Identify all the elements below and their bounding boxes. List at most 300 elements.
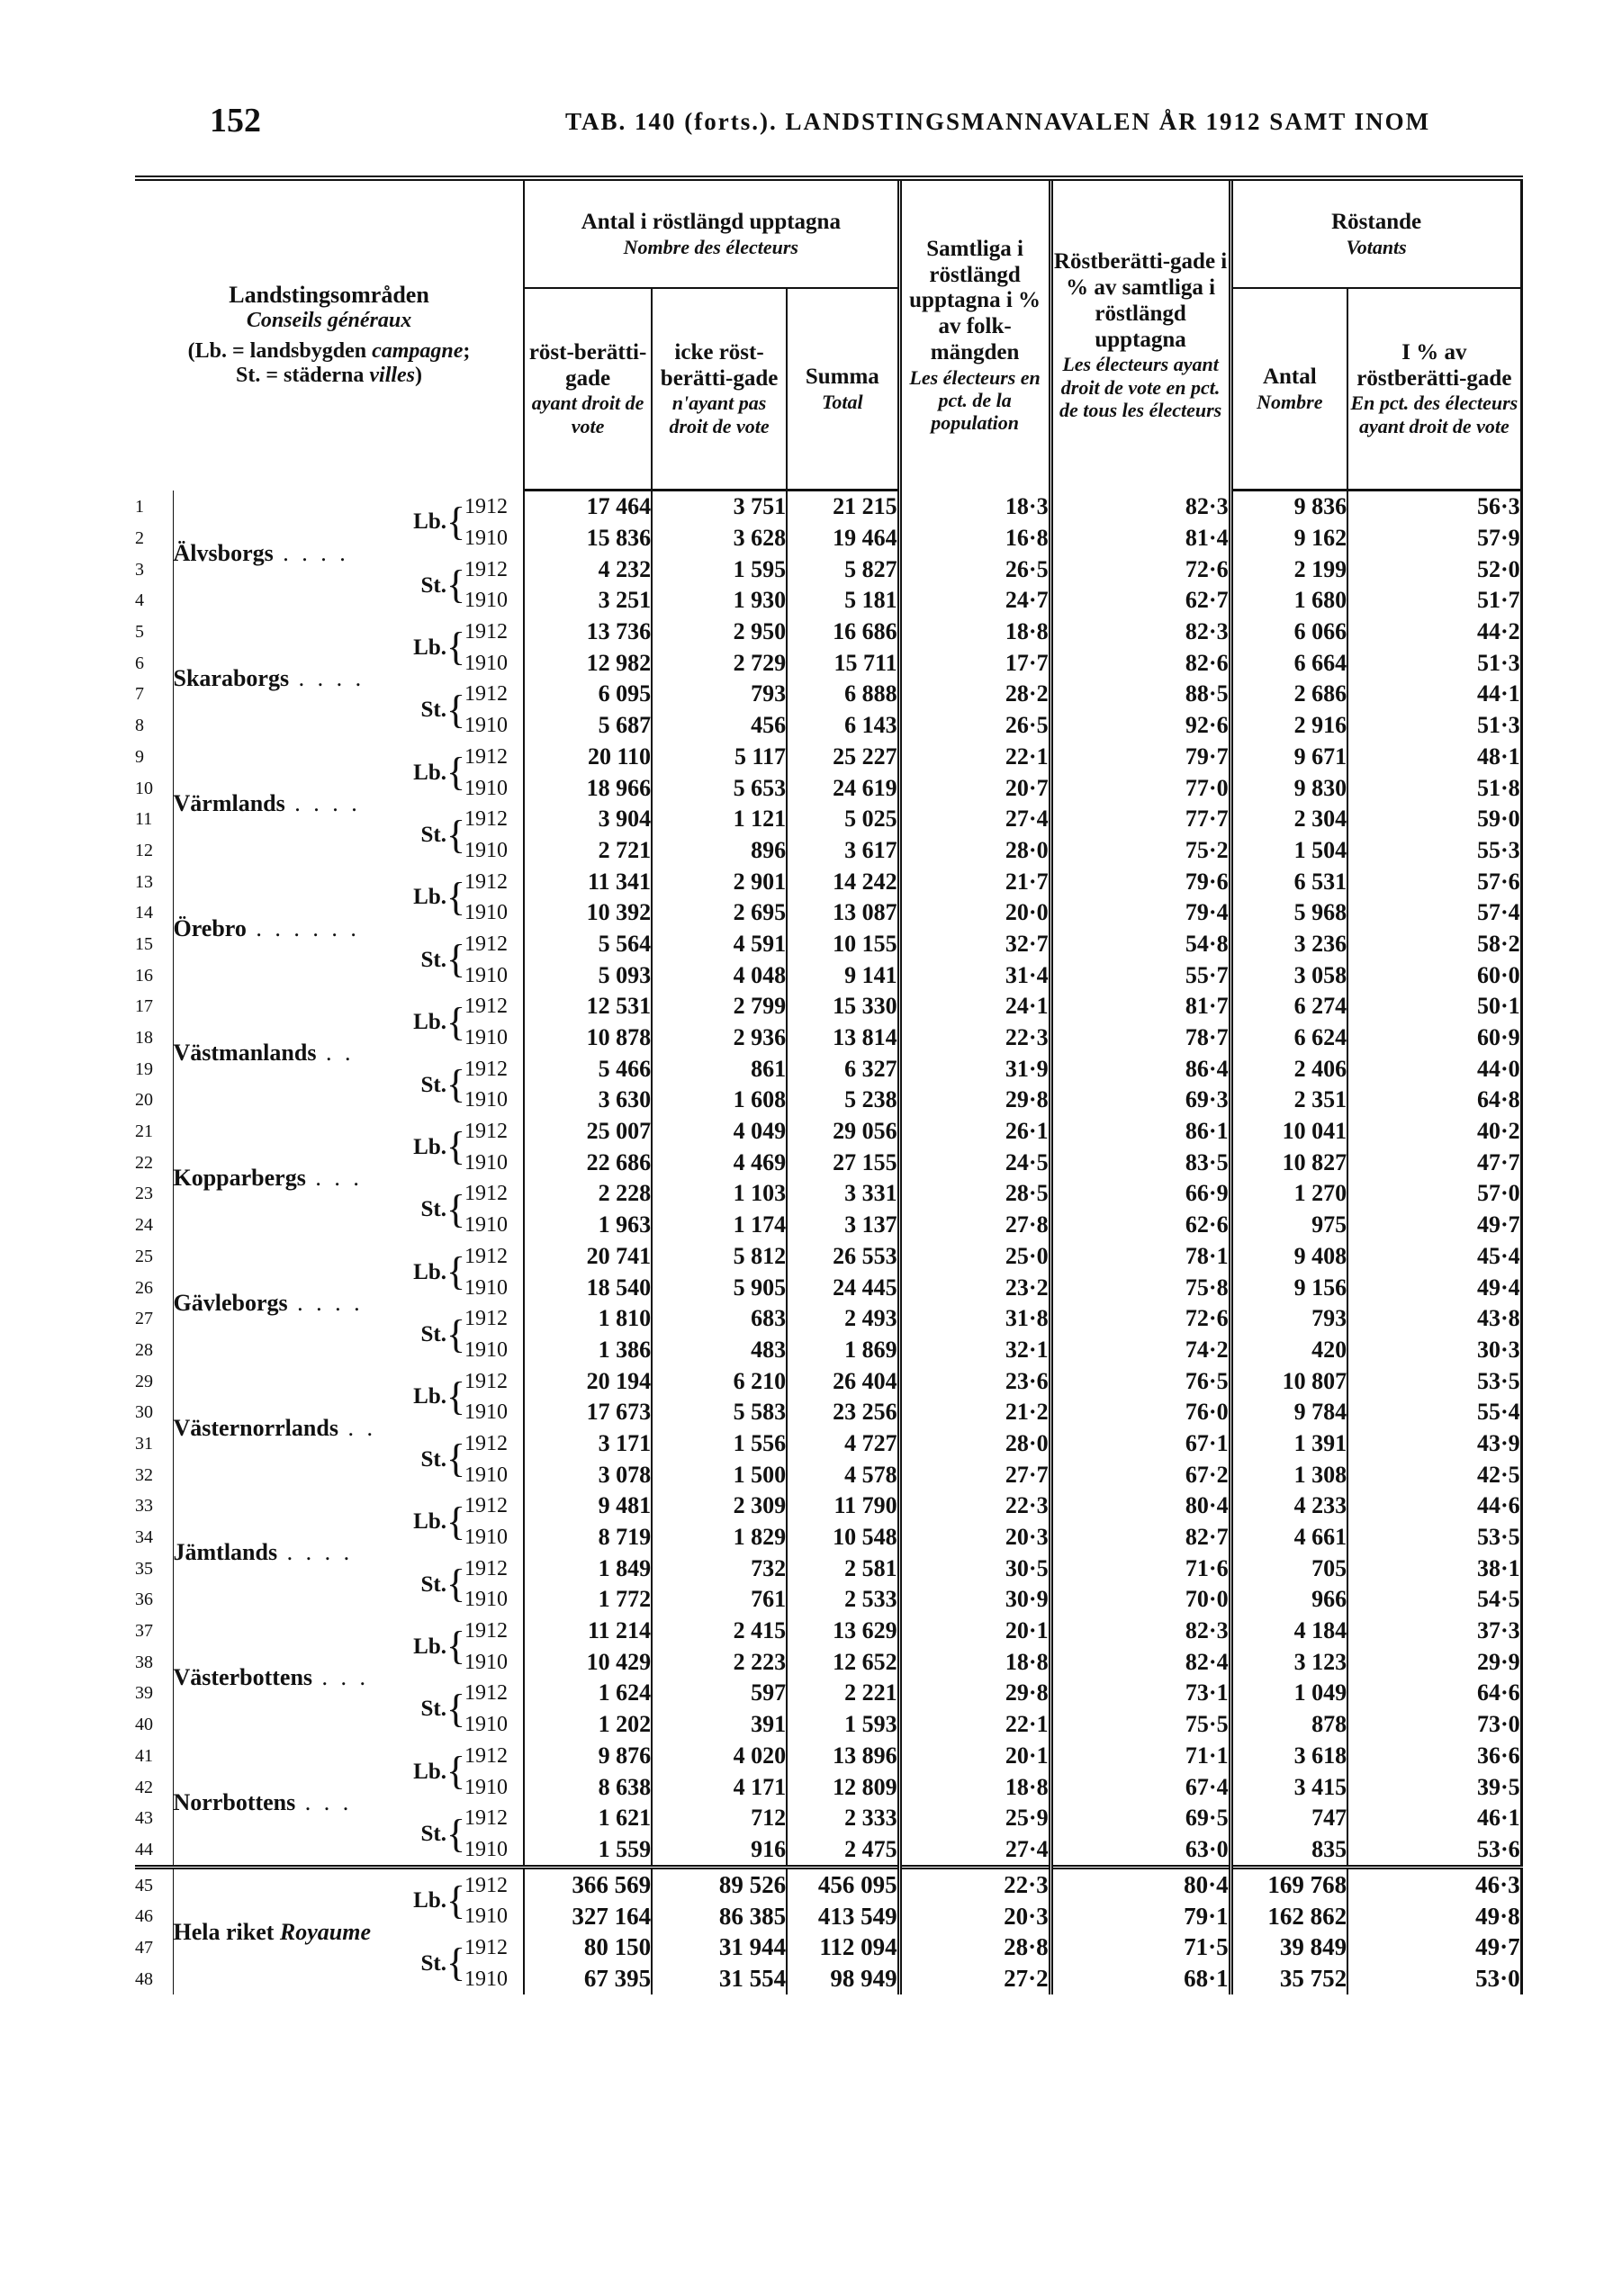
value-votants-pct: 58·2 bbox=[1347, 929, 1521, 960]
value-antal-votants: 10 827 bbox=[1230, 1147, 1347, 1178]
value-votants-pct: 49·8 bbox=[1347, 1901, 1521, 1932]
value-votants-pct: 57·6 bbox=[1347, 866, 1521, 897]
value-icke: 5 117 bbox=[652, 742, 787, 773]
row-number: 42 bbox=[135, 1771, 173, 1803]
value-icke: 456 bbox=[652, 710, 787, 742]
total-row bbox=[135, 1868, 1521, 1901]
brace-icon: { bbox=[446, 1868, 464, 1932]
value-samtliga-pct: 22·3 bbox=[899, 1022, 1050, 1054]
value-rost: 9 481 bbox=[524, 1490, 652, 1522]
value-summa: 6 327 bbox=[787, 1053, 899, 1085]
value-icke: 2 901 bbox=[652, 866, 787, 897]
value-votants-pct: 43·8 bbox=[1347, 1303, 1521, 1335]
value-antal-votants: 6 066 bbox=[1230, 617, 1347, 648]
value-votants-pct: 54·5 bbox=[1347, 1584, 1521, 1616]
row-number: 15 bbox=[135, 929, 173, 960]
value-rost: 5 687 bbox=[524, 710, 652, 742]
row-number: 4 bbox=[135, 585, 173, 617]
value-votants-pct: 39·5 bbox=[1347, 1771, 1521, 1803]
year: 1910 bbox=[464, 1022, 524, 1054]
value-votants-pct: 50·1 bbox=[1347, 991, 1521, 1022]
year: 1912 bbox=[464, 679, 524, 710]
row-number: 33 bbox=[135, 1490, 173, 1522]
value-samtliga-pct: 27·8 bbox=[899, 1210, 1050, 1241]
value-icke: 6 210 bbox=[652, 1365, 787, 1397]
area-type: St. bbox=[420, 1197, 446, 1222]
value-rostber-pct: 75·2 bbox=[1050, 835, 1230, 867]
value-antal-votants: 420 bbox=[1230, 1335, 1347, 1366]
value-votants-pct: 53·6 bbox=[1347, 1834, 1521, 1868]
value-rostber-pct: 82·3 bbox=[1050, 491, 1230, 523]
area-type: Lb. bbox=[413, 1010, 446, 1035]
year: 1910 bbox=[464, 1584, 524, 1616]
value-antal-votants: 2 351 bbox=[1230, 1085, 1347, 1116]
value-votants-pct: 53·5 bbox=[1347, 1522, 1521, 1553]
value-icke: 4 591 bbox=[652, 929, 787, 960]
value-summa: 5 827 bbox=[787, 554, 899, 585]
value-rostber-pct: 67·2 bbox=[1050, 1459, 1230, 1490]
value-rostber-pct: 82·4 bbox=[1050, 1646, 1230, 1678]
region-name: Jämtlands . . . . bbox=[173, 1539, 354, 1566]
value-summa: 24 445 bbox=[787, 1272, 899, 1303]
header-region: Landstingsområden Conseils généraux (Lb. = landsbygden campagne; St. = städerna villes) bbox=[135, 178, 524, 491]
value-antal-votants: 6 664 bbox=[1230, 647, 1347, 679]
value-votants-pct: 49·4 bbox=[1347, 1272, 1521, 1303]
value-rostber-pct: 55·7 bbox=[1050, 959, 1230, 991]
value-antal-votants: 9 671 bbox=[1230, 742, 1347, 773]
value-summa: 14 242 bbox=[787, 866, 899, 897]
value-icke: 916 bbox=[652, 1834, 787, 1868]
row-number: 18 bbox=[135, 1022, 173, 1054]
row-number: 27 bbox=[135, 1303, 173, 1335]
region-name: Värmlands . . . . bbox=[173, 789, 361, 816]
value-samtliga-pct: 26·5 bbox=[899, 554, 1050, 585]
row-number: 36 bbox=[135, 1584, 173, 1616]
brace-icon: { bbox=[446, 1562, 466, 1607]
value-antal-votants: 2 916 bbox=[1230, 710, 1347, 742]
area-type: St. bbox=[420, 698, 446, 723]
table-body bbox=[135, 491, 1521, 1995]
value-icke: 793 bbox=[652, 679, 787, 710]
value-icke: 1 608 bbox=[652, 1085, 787, 1116]
table-row bbox=[135, 1365, 1521, 1397]
area-type: Lb. bbox=[413, 1759, 446, 1784]
value-antal-votants: 2 406 bbox=[1230, 1053, 1347, 1085]
value-rost: 1 772 bbox=[524, 1584, 652, 1616]
row-number: 20 bbox=[135, 1085, 173, 1116]
row-number: 19 bbox=[135, 1053, 173, 1085]
value-antal-votants: 169 768 bbox=[1230, 1868, 1347, 1901]
value-rostber-pct: 80·4 bbox=[1050, 1868, 1230, 1901]
year: 1910 bbox=[464, 1335, 524, 1366]
year: 1910 bbox=[464, 1272, 524, 1303]
value-rostber-pct: 86·1 bbox=[1050, 1116, 1230, 1148]
value-summa: 10 155 bbox=[787, 929, 899, 960]
value-rostber-pct: 71·1 bbox=[1050, 1741, 1230, 1772]
value-antal-votants: 9 836 bbox=[1230, 491, 1347, 523]
value-samtliga-pct: 21·7 bbox=[899, 866, 1050, 897]
value-icke: 1 103 bbox=[652, 1178, 787, 1210]
year: 1912 bbox=[464, 929, 524, 960]
value-samtliga-pct: 27·4 bbox=[899, 804, 1050, 835]
header-antal-votants: Antal Nombre bbox=[1230, 288, 1347, 491]
value-samtliga-pct: 31·9 bbox=[899, 1053, 1050, 1085]
value-summa: 15 711 bbox=[787, 647, 899, 679]
value-summa: 456 095 bbox=[787, 1868, 899, 1901]
row-number: 8 bbox=[135, 710, 173, 742]
row-number: 38 bbox=[135, 1646, 173, 1678]
table-row bbox=[135, 1616, 1521, 1647]
value-icke: 4 020 bbox=[652, 1741, 787, 1772]
brace-icon: { bbox=[446, 937, 466, 982]
value-summa: 13 629 bbox=[787, 1616, 899, 1647]
value-rost: 20 741 bbox=[524, 1241, 652, 1273]
value-samtliga-pct: 31·8 bbox=[899, 1303, 1050, 1335]
value-rost: 1 963 bbox=[524, 1210, 652, 1241]
area-type: St. bbox=[420, 1072, 446, 1097]
brace-icon: { bbox=[446, 1062, 466, 1107]
area-type: Lb. bbox=[409, 1868, 446, 1932]
year: 1912 bbox=[464, 1053, 524, 1085]
value-rostber-pct: 70·0 bbox=[1050, 1584, 1230, 1616]
value-icke: 483 bbox=[652, 1335, 787, 1366]
year: 1910 bbox=[464, 1397, 524, 1428]
year: 1912 bbox=[464, 1490, 524, 1522]
brace-icon: { bbox=[446, 750, 466, 795]
value-antal-votants: 3 123 bbox=[1230, 1646, 1347, 1678]
value-antal-votants: 835 bbox=[1230, 1834, 1347, 1868]
value-summa: 13 896 bbox=[787, 1741, 899, 1772]
value-antal-votants: 705 bbox=[1230, 1553, 1347, 1584]
area-type: Lb. bbox=[413, 1634, 446, 1659]
value-rost: 1 559 bbox=[524, 1834, 652, 1868]
value-votants-pct: 46·1 bbox=[1347, 1803, 1521, 1834]
table-row bbox=[135, 1116, 1521, 1148]
area-type: Lb. bbox=[413, 760, 446, 785]
row-number: 31 bbox=[135, 1428, 173, 1460]
value-samtliga-pct: 26·1 bbox=[899, 1116, 1050, 1148]
row-number: 34 bbox=[135, 1522, 173, 1553]
value-votants-pct: 64·6 bbox=[1347, 1678, 1521, 1709]
year: 1910 bbox=[464, 835, 524, 867]
value-samtliga-pct: 29·8 bbox=[899, 1678, 1050, 1709]
year: 1912 bbox=[464, 991, 524, 1022]
value-votants-pct: 44·0 bbox=[1347, 1053, 1521, 1085]
value-icke: 683 bbox=[652, 1303, 787, 1335]
value-rostber-pct: 71·6 bbox=[1050, 1553, 1230, 1584]
value-rostber-pct: 62·7 bbox=[1050, 585, 1230, 617]
value-rost: 18 966 bbox=[524, 772, 652, 804]
value-votants-pct: 37·3 bbox=[1347, 1616, 1521, 1647]
row-number: 3 bbox=[135, 554, 173, 585]
value-summa: 3 331 bbox=[787, 1178, 899, 1210]
area-type: St. bbox=[420, 1822, 446, 1847]
value-summa: 5 238 bbox=[787, 1085, 899, 1116]
row-number: 24 bbox=[135, 1210, 173, 1241]
value-summa: 6 888 bbox=[787, 679, 899, 710]
year: 1912 bbox=[464, 1803, 524, 1834]
brace-icon: { bbox=[446, 563, 466, 608]
value-samtliga-pct: 22·1 bbox=[899, 742, 1050, 773]
year: 1910 bbox=[464, 1709, 524, 1741]
value-rost: 1 810 bbox=[524, 1303, 652, 1335]
value-votants-pct: 49·7 bbox=[1347, 1210, 1521, 1241]
value-summa: 12 652 bbox=[787, 1646, 899, 1678]
value-summa: 24 619 bbox=[787, 772, 899, 804]
year: 1912 bbox=[464, 491, 524, 523]
value-summa: 1 593 bbox=[787, 1709, 899, 1741]
value-rostber-pct: 77·7 bbox=[1050, 804, 1230, 835]
year: 1910 bbox=[464, 1085, 524, 1116]
value-votants-pct: 56·3 bbox=[1347, 491, 1521, 523]
value-rostber-pct: 80·4 bbox=[1050, 1490, 1230, 1522]
value-samtliga-pct: 18·8 bbox=[899, 617, 1050, 648]
year: 1910 bbox=[464, 1522, 524, 1553]
table-row bbox=[135, 1241, 1521, 1273]
value-votants-pct: 42·5 bbox=[1347, 1459, 1521, 1490]
year: 1912 bbox=[464, 1616, 524, 1647]
value-icke: 31 554 bbox=[652, 1963, 787, 1994]
row-number: 9 bbox=[135, 742, 173, 773]
value-antal-votants: 10 041 bbox=[1230, 1116, 1347, 1148]
region-name: Skaraborgs . . . . bbox=[173, 665, 365, 692]
value-rost: 80 150 bbox=[524, 1932, 652, 1964]
brace-icon: { bbox=[446, 625, 466, 670]
value-rost: 4 232 bbox=[524, 554, 652, 585]
value-icke: 391 bbox=[652, 1709, 787, 1741]
row-number: 37 bbox=[135, 1616, 173, 1647]
value-rostber-pct: 79·1 bbox=[1050, 1901, 1230, 1932]
brace-icon: { bbox=[446, 1499, 466, 1544]
value-rost: 3 078 bbox=[524, 1459, 652, 1490]
value-rost: 3 251 bbox=[524, 585, 652, 617]
value-votants-pct: 57·9 bbox=[1347, 523, 1521, 554]
value-rostber-pct: 62·6 bbox=[1050, 1210, 1230, 1241]
value-samtliga-pct: 18·3 bbox=[899, 491, 1050, 523]
row-number: 5 bbox=[135, 617, 173, 648]
value-summa: 112 094 bbox=[787, 1932, 899, 1964]
area-type: St. bbox=[420, 1571, 446, 1597]
value-votants-pct: 73·0 bbox=[1347, 1709, 1521, 1741]
value-samtliga-pct: 30·9 bbox=[899, 1584, 1050, 1616]
value-rost: 6 095 bbox=[524, 679, 652, 710]
area-type: St. bbox=[420, 1322, 446, 1347]
area-type: Lb. bbox=[413, 509, 446, 535]
year: 1910 bbox=[464, 1147, 524, 1178]
value-rost: 5 466 bbox=[524, 1053, 652, 1085]
value-samtliga-pct: 23·2 bbox=[899, 1272, 1050, 1303]
value-antal-votants: 9 156 bbox=[1230, 1272, 1347, 1303]
brace-icon: { bbox=[446, 1749, 466, 1794]
value-rostber-pct: 79·6 bbox=[1050, 866, 1230, 897]
value-antal-votants: 966 bbox=[1230, 1584, 1347, 1616]
value-summa: 2 493 bbox=[787, 1303, 899, 1335]
value-rostber-pct: 75·5 bbox=[1050, 1709, 1230, 1741]
brace-icon: { bbox=[446, 1373, 466, 1418]
value-samtliga-pct: 20·3 bbox=[899, 1901, 1050, 1932]
value-rostber-pct: 66·9 bbox=[1050, 1178, 1230, 1210]
value-antal-votants: 39 849 bbox=[1230, 1932, 1347, 1964]
brace-icon: { bbox=[446, 1811, 466, 1856]
value-votants-pct: 55·3 bbox=[1347, 835, 1521, 867]
value-summa: 26 553 bbox=[787, 1241, 899, 1273]
row-number: 22 bbox=[135, 1147, 173, 1178]
year: 1912 bbox=[464, 1678, 524, 1709]
value-antal-votants: 3 236 bbox=[1230, 929, 1347, 960]
value-summa: 21 215 bbox=[787, 491, 899, 523]
area-type: Lb. bbox=[413, 1259, 446, 1284]
value-antal-votants: 3 618 bbox=[1230, 1741, 1347, 1772]
brace-icon: { bbox=[446, 687, 466, 732]
value-rostber-pct: 81·4 bbox=[1050, 523, 1230, 554]
row-number: 47 bbox=[135, 1932, 173, 1964]
value-rost: 2 228 bbox=[524, 1178, 652, 1210]
row-number: 16 bbox=[135, 959, 173, 991]
value-summa: 27 155 bbox=[787, 1147, 899, 1178]
value-samtliga-pct: 20·7 bbox=[899, 772, 1050, 804]
value-rostber-pct: 72·6 bbox=[1050, 554, 1230, 585]
row-number: 25 bbox=[135, 1241, 173, 1273]
value-rost: 1 621 bbox=[524, 1803, 652, 1834]
header-rostande: Röstande Votants bbox=[1230, 178, 1521, 288]
value-rostber-pct: 77·0 bbox=[1050, 772, 1230, 804]
value-votants-pct: 52·0 bbox=[1347, 554, 1521, 585]
value-rostber-pct: 76·5 bbox=[1050, 1365, 1230, 1397]
statistics-table bbox=[135, 176, 1523, 1994]
header-summa: Summa Total bbox=[787, 288, 899, 491]
value-summa: 12 809 bbox=[787, 1771, 899, 1803]
value-votants-pct: 44·6 bbox=[1347, 1490, 1521, 1522]
value-icke: 1 174 bbox=[652, 1210, 787, 1241]
row-number: 7 bbox=[135, 679, 173, 710]
value-rost: 1 849 bbox=[524, 1553, 652, 1584]
value-antal-votants: 9 830 bbox=[1230, 772, 1347, 804]
brace-icon: { bbox=[446, 999, 466, 1044]
value-rostber-pct: 79·4 bbox=[1050, 897, 1230, 929]
value-rostber-pct: 67·1 bbox=[1050, 1428, 1230, 1460]
value-samtliga-pct: 24·7 bbox=[899, 585, 1050, 617]
value-rost: 12 531 bbox=[524, 991, 652, 1022]
value-summa: 5 025 bbox=[787, 804, 899, 835]
year: 1912 bbox=[464, 1741, 524, 1772]
value-icke: 4 049 bbox=[652, 1116, 787, 1148]
value-samtliga-pct: 22·3 bbox=[899, 1868, 1050, 1901]
row-number: 23 bbox=[135, 1178, 173, 1210]
value-votants-pct: 45·4 bbox=[1347, 1241, 1521, 1273]
value-rostber-pct: 78·7 bbox=[1050, 1022, 1230, 1054]
value-rost: 327 164 bbox=[524, 1901, 652, 1932]
row-number: 39 bbox=[135, 1678, 173, 1709]
value-summa: 2 475 bbox=[787, 1834, 899, 1868]
value-votants-pct: 57·4 bbox=[1347, 897, 1521, 929]
value-icke: 732 bbox=[652, 1553, 787, 1584]
value-rostber-pct: 88·5 bbox=[1050, 679, 1230, 710]
brace-icon: { bbox=[446, 812, 466, 857]
value-summa: 10 548 bbox=[787, 1522, 899, 1553]
area-type: Lb. bbox=[413, 1509, 446, 1535]
value-rost: 10 878 bbox=[524, 1022, 652, 1054]
value-rostber-pct: 81·7 bbox=[1050, 991, 1230, 1022]
year: 1910 bbox=[464, 1459, 524, 1490]
value-summa: 4 727 bbox=[787, 1428, 899, 1460]
total-name: Hela riket Royaume bbox=[173, 1868, 409, 1994]
year: 1912 bbox=[464, 1303, 524, 1335]
value-votants-pct: 46·3 bbox=[1347, 1868, 1521, 1901]
value-votants-pct: 49·7 bbox=[1347, 1932, 1521, 1964]
value-antal-votants: 3 058 bbox=[1230, 959, 1347, 991]
row-number: 2 bbox=[135, 523, 173, 554]
value-rost: 1 386 bbox=[524, 1335, 652, 1366]
value-samtliga-pct: 25·9 bbox=[899, 1803, 1050, 1834]
value-rostber-pct: 54·8 bbox=[1050, 929, 1230, 960]
region-name: Kopparbergs . . . bbox=[173, 1165, 363, 1192]
value-summa: 2 333 bbox=[787, 1803, 899, 1834]
value-rostber-pct: 92·6 bbox=[1050, 710, 1230, 742]
value-samtliga-pct: 28·8 bbox=[899, 1932, 1050, 1964]
value-antal-votants: 1 504 bbox=[1230, 835, 1347, 867]
value-rost: 18 540 bbox=[524, 1272, 652, 1303]
year: 1912 bbox=[464, 1178, 524, 1210]
value-samtliga-pct: 27·2 bbox=[899, 1963, 1050, 1994]
value-votants-pct: 59·0 bbox=[1347, 804, 1521, 835]
header-icke: icke röst-berätti-gade n'ayant pas droit de vote bbox=[652, 288, 787, 491]
value-votants-pct: 51·8 bbox=[1347, 772, 1521, 804]
row-number: 28 bbox=[135, 1335, 173, 1366]
running-title: TAB. 140 (forts.). LANDSTINGSMANNAVALEN ÅR 1912 SAMT INOM bbox=[565, 108, 1431, 135]
value-rost: 366 569 bbox=[524, 1868, 652, 1901]
row-number: 10 bbox=[135, 772, 173, 804]
value-samtliga-pct: 32·1 bbox=[899, 1335, 1050, 1366]
value-rostber-pct: 74·2 bbox=[1050, 1335, 1230, 1366]
value-rost: 22 686 bbox=[524, 1147, 652, 1178]
value-icke: 4 048 bbox=[652, 959, 787, 991]
value-samtliga-pct: 28·0 bbox=[899, 835, 1050, 867]
value-antal-votants: 1 391 bbox=[1230, 1428, 1347, 1460]
brace-icon: { bbox=[446, 1436, 466, 1481]
value-antal-votants: 2 199 bbox=[1230, 554, 1347, 585]
value-rostber-pct: 73·1 bbox=[1050, 1678, 1230, 1709]
row-number: 13 bbox=[135, 866, 173, 897]
brace-icon: { bbox=[446, 1624, 466, 1669]
value-samtliga-pct: 20·1 bbox=[899, 1616, 1050, 1647]
area-type: St. bbox=[420, 572, 446, 598]
value-samtliga-pct: 20·3 bbox=[899, 1522, 1050, 1553]
value-icke: 5 812 bbox=[652, 1241, 787, 1273]
value-votants-pct: 44·2 bbox=[1347, 617, 1521, 648]
value-samtliga-pct: 29·8 bbox=[899, 1085, 1050, 1116]
value-antal-votants: 4 233 bbox=[1230, 1490, 1347, 1522]
value-summa: 23 256 bbox=[787, 1397, 899, 1428]
region-name: Norrbottens . . . bbox=[173, 1788, 353, 1815]
value-rostber-pct: 83·5 bbox=[1050, 1147, 1230, 1178]
value-icke: 31 944 bbox=[652, 1932, 787, 1964]
value-samtliga-pct: 24·5 bbox=[899, 1147, 1050, 1178]
value-antal-votants: 35 752 bbox=[1230, 1963, 1347, 1994]
row-number: 35 bbox=[135, 1553, 173, 1584]
value-rost: 1 202 bbox=[524, 1709, 652, 1741]
row-number: 26 bbox=[135, 1272, 173, 1303]
value-antal-votants: 2 686 bbox=[1230, 679, 1347, 710]
region-name: Gävleborgs . . . . bbox=[173, 1289, 364, 1316]
value-samtliga-pct: 18·8 bbox=[899, 1771, 1050, 1803]
value-votants-pct: 44·1 bbox=[1347, 679, 1521, 710]
value-icke: 1 500 bbox=[652, 1459, 787, 1490]
area-type: St. bbox=[420, 1446, 446, 1472]
year: 1910 bbox=[464, 772, 524, 804]
value-samtliga-pct: 23·6 bbox=[899, 1365, 1050, 1397]
value-icke: 3 628 bbox=[652, 523, 787, 554]
value-samtliga-pct: 27·4 bbox=[899, 1834, 1050, 1868]
